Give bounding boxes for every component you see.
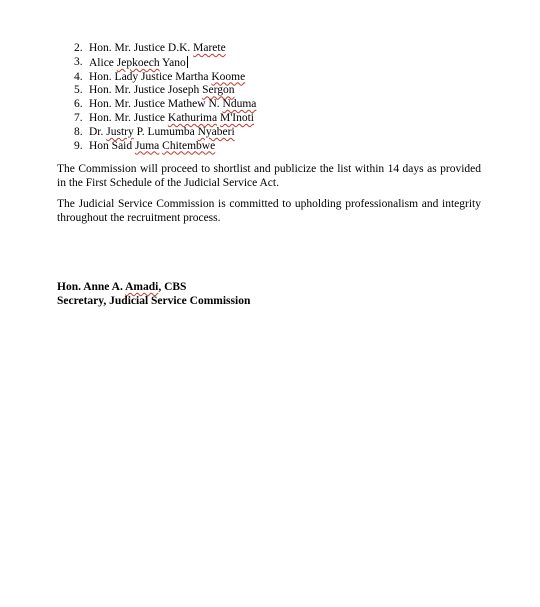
nominee-name [89,126,235,140]
nominee-name [89,98,256,112]
text-run: Hon. Anne A. [57,281,126,293]
text-run: Hon. Mr. Justice D.K. [89,42,194,54]
text-run: Yano [159,56,186,69]
text-run: P. Lumumba [133,125,198,138]
spellcheck-flagged-word: Jepkoech [116,56,160,69]
nominee-list-item [74,71,256,85]
list-number: 7. [74,111,83,124]
nominee-list-item [74,98,256,112]
list-number: 5. [74,84,83,97]
commitment-paragraph: The Judicial Service Commission is committed to upholding professionalism and integrity throughout the recruitment process. [57,198,481,224]
nominee-list-item [74,126,256,140]
nominee-list [74,42,256,153]
signatory-title: Secretary, Judicial Service Commission [57,295,251,307]
text-run: Hon. Lady Justice Martha [89,70,212,83]
list-number: 4. [74,70,83,83]
text-run: , CBS [158,281,187,293]
nominee-list-item [74,112,256,126]
nominee-name [89,140,215,154]
nominee-name [89,84,234,98]
spellcheck-flagged-word: Nyaberi [197,125,235,138]
list-number: 3. [74,55,83,68]
spellcheck-flagged-word: Amadi [125,281,159,293]
spellcheck-flagged-word: Kathurima [167,111,218,124]
nominee-list-item [74,84,256,98]
nominee-name [89,56,188,71]
shortlist-paragraph: The Commission will proceed to shortlist and publicize the list within 14 days as provided in the First Schedule of the Judicial Service Act. [57,163,481,189]
text-run: Dr. [89,125,107,138]
nominee-list-item [74,42,256,56]
spellcheck-flagged-word: Marete [193,42,226,54]
list-number: 8. [74,125,83,138]
text-run: Alice [89,56,117,69]
text-run: Hon. Mr. Justice Joseph [89,84,203,97]
nominee-list-item [74,140,256,154]
nominee-name [89,71,245,85]
text-run: Hon Said [89,139,135,152]
text-run: Hon. Mr. Justice Mathew N. [89,98,223,111]
signatory-name [57,280,186,294]
list-number: 6. [74,98,83,111]
spellcheck-flagged-word: Chitembwe [162,139,216,152]
spellcheck-flagged-word: Nduma [222,98,257,111]
list-number: 9. [74,139,83,152]
spellcheck-flagged-word: Koome [211,70,246,83]
nominee-name [89,112,254,126]
text-run: Hon. Mr. Justice [89,111,168,124]
nominee-name [89,42,226,56]
spellcheck-flagged-word: Sergon [202,84,235,97]
spellcheck-flagged-word: Justry [106,125,134,138]
nominee-list-item [74,56,256,71]
spellcheck-flagged-word: Juma [135,139,160,152]
spellcheck-flagged-word: M'Inoti [219,111,254,124]
text-cursor [187,56,188,68]
list-number: 2. [74,42,83,54]
